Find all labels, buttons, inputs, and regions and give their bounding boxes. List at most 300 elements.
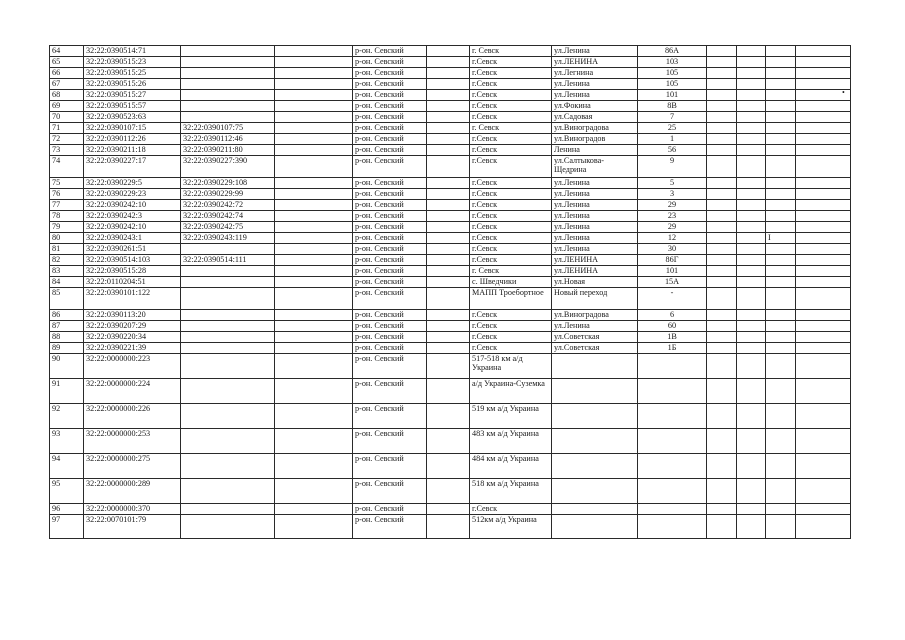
cell-house: 103 bbox=[638, 57, 707, 68]
cell-house: 8В bbox=[638, 101, 707, 112]
cell-empty bbox=[796, 310, 851, 321]
cell-empty bbox=[275, 515, 353, 539]
cell-empty bbox=[275, 79, 353, 90]
cell-empty bbox=[796, 189, 851, 200]
cell-empty bbox=[427, 211, 470, 222]
cell-extra bbox=[766, 145, 796, 156]
cell-cad1: 32:22:0390227:17 bbox=[84, 156, 181, 178]
cell-empty bbox=[275, 200, 353, 211]
cell-empty bbox=[427, 277, 470, 288]
cell-empty bbox=[796, 479, 851, 504]
cell-empty bbox=[427, 266, 470, 277]
cell-empty bbox=[707, 178, 737, 189]
cell-area: р-он. Севский bbox=[353, 145, 427, 156]
cell-cad2: 32:22:0390514:111 bbox=[181, 255, 275, 266]
cell-cad2 bbox=[181, 46, 275, 57]
cell-city: г.Севск bbox=[470, 343, 552, 354]
cell-empty bbox=[427, 379, 470, 404]
cell-extra: I bbox=[766, 233, 796, 244]
cell-empty bbox=[707, 404, 737, 429]
cell-street: ул.Легнина bbox=[552, 68, 638, 79]
cell-empty bbox=[707, 79, 737, 90]
cell-street bbox=[552, 354, 638, 379]
cell-cad1: 32:22:0390515:28 bbox=[84, 266, 181, 277]
cell-empty bbox=[707, 266, 737, 277]
cell-street: ул.Ленина bbox=[552, 46, 638, 57]
cell-city: 518 км а/д Украина bbox=[470, 479, 552, 504]
cell-empty bbox=[707, 429, 737, 454]
cell-empty bbox=[275, 343, 353, 354]
cell-empty bbox=[275, 233, 353, 244]
cell-empty bbox=[275, 454, 353, 479]
cell-empty bbox=[707, 200, 737, 211]
cell-cad2 bbox=[181, 515, 275, 539]
cell-empty bbox=[275, 404, 353, 429]
cell-empty bbox=[427, 222, 470, 233]
table-row bbox=[50, 321, 851, 332]
cell-empty bbox=[737, 255, 766, 266]
cell-empty bbox=[707, 244, 737, 255]
cell-empty bbox=[427, 200, 470, 211]
cell-empty bbox=[737, 134, 766, 145]
cell-area: р-он. Севский bbox=[353, 343, 427, 354]
cell-empty bbox=[275, 429, 353, 454]
cell-area: р-он. Севский bbox=[353, 429, 427, 454]
cell-cad2 bbox=[181, 112, 275, 123]
cell-cad2: 32:22:0390243:119 bbox=[181, 233, 275, 244]
cell-area: р-он. Севский bbox=[353, 288, 427, 310]
cell-empty bbox=[275, 354, 353, 379]
cell-cad2 bbox=[181, 332, 275, 343]
cell-empty bbox=[796, 354, 851, 379]
cell-empty bbox=[737, 46, 766, 57]
cell-empty bbox=[796, 57, 851, 68]
cell-empty bbox=[796, 178, 851, 189]
cell-extra bbox=[766, 454, 796, 479]
cell-cad1: 32:22:0390101:122 bbox=[84, 288, 181, 310]
cell-city: а/д Украина-Суземка bbox=[470, 379, 552, 404]
cell-empty bbox=[707, 343, 737, 354]
cell-empty bbox=[796, 123, 851, 134]
cell-empty bbox=[796, 504, 851, 515]
cell-area: р-он. Севский bbox=[353, 277, 427, 288]
cell-empty bbox=[707, 123, 737, 134]
cell-cad1: 32:22:0000000:224 bbox=[84, 379, 181, 404]
cell-cad1: 32:22:0390229:5 bbox=[84, 178, 181, 189]
cell-city: г.Севск bbox=[470, 321, 552, 332]
cell-house: 5 bbox=[638, 178, 707, 189]
cell-empty bbox=[707, 211, 737, 222]
cell-street: ул.Виноградов bbox=[552, 134, 638, 145]
cell-num: 68 bbox=[50, 90, 84, 101]
cell-area: р-он. Севский bbox=[353, 112, 427, 123]
cell-house: 1Б bbox=[638, 343, 707, 354]
cell-cad1: 32:22:0390113:20 bbox=[84, 310, 181, 321]
table-row bbox=[50, 277, 851, 288]
cell-empty bbox=[707, 310, 737, 321]
cell-num: 74 bbox=[50, 156, 84, 178]
cell-empty bbox=[737, 321, 766, 332]
table-row bbox=[50, 354, 851, 379]
cell-num: 73 bbox=[50, 145, 84, 156]
cell-empty bbox=[275, 244, 353, 255]
table-row bbox=[50, 156, 851, 178]
cell-empty bbox=[275, 46, 353, 57]
cell-empty bbox=[737, 332, 766, 343]
table-row bbox=[50, 288, 851, 310]
cell-empty bbox=[707, 222, 737, 233]
cell-num: 94 bbox=[50, 454, 84, 479]
cell-num: 90 bbox=[50, 354, 84, 379]
cell-extra bbox=[766, 266, 796, 277]
cell-city: г.Севск bbox=[470, 112, 552, 123]
cell-house: 23 bbox=[638, 211, 707, 222]
cell-cad1: 32:22:0390515:26 bbox=[84, 79, 181, 90]
cell-street: ул.Советская bbox=[552, 332, 638, 343]
cell-house: 3 bbox=[638, 189, 707, 200]
table-row bbox=[50, 454, 851, 479]
cell-empty bbox=[275, 134, 353, 145]
cell-num: 96 bbox=[50, 504, 84, 515]
cell-empty bbox=[275, 189, 353, 200]
cell-street: ул.Ленина bbox=[552, 79, 638, 90]
cell-empty bbox=[707, 504, 737, 515]
cell-empty bbox=[427, 343, 470, 354]
cell-empty bbox=[737, 222, 766, 233]
cell-area: р-он. Севский bbox=[353, 515, 427, 539]
cell-empty bbox=[737, 479, 766, 504]
cell-empty bbox=[796, 332, 851, 343]
cell-empty bbox=[707, 134, 737, 145]
cell-city: г.Севск bbox=[470, 310, 552, 321]
cell-city: 517-518 км а/д Украина bbox=[470, 354, 552, 379]
cell-street: ул.Садовая bbox=[552, 112, 638, 123]
cell-empty bbox=[737, 288, 766, 310]
cell-area: р-он. Севский bbox=[353, 222, 427, 233]
cell-cad2 bbox=[181, 277, 275, 288]
cell-empty bbox=[796, 379, 851, 404]
cell-cad2: 32:22:0390112:46 bbox=[181, 134, 275, 145]
cell-city: г.Севск bbox=[470, 200, 552, 211]
cell-area: р-он. Севский bbox=[353, 189, 427, 200]
cell-cad1: 32:22:0390515:57 bbox=[84, 101, 181, 112]
cell-empty bbox=[275, 310, 353, 321]
cell-cad2 bbox=[181, 343, 275, 354]
cell-empty bbox=[427, 156, 470, 178]
cell-empty bbox=[737, 233, 766, 244]
cell-extra bbox=[766, 429, 796, 454]
cell-empty bbox=[796, 429, 851, 454]
cell-empty bbox=[275, 321, 353, 332]
cell-empty bbox=[427, 101, 470, 112]
cell-house: 15А bbox=[638, 277, 707, 288]
cell-area: р-он. Севский bbox=[353, 156, 427, 178]
cell-area: р-он. Севский bbox=[353, 379, 427, 404]
cell-empty bbox=[737, 101, 766, 112]
cell-empty bbox=[707, 277, 737, 288]
cell-empty bbox=[427, 321, 470, 332]
cell-cad1: 32:22:0000000:253 bbox=[84, 429, 181, 454]
table-row bbox=[50, 379, 851, 404]
cell-extra bbox=[766, 310, 796, 321]
cell-empty bbox=[737, 429, 766, 454]
cell-street: ул.Новая bbox=[552, 277, 638, 288]
cell-area: р-он. Севский bbox=[353, 354, 427, 379]
cell-empty bbox=[737, 266, 766, 277]
cell-city: 483 км а/д Украина bbox=[470, 429, 552, 454]
stray-mark: • bbox=[842, 88, 845, 97]
table-row bbox=[50, 504, 851, 515]
cell-extra bbox=[766, 101, 796, 112]
cell-city: г.Севск bbox=[470, 156, 552, 178]
table-row bbox=[50, 343, 851, 354]
cell-cad1: 32:22:0390243:1 bbox=[84, 233, 181, 244]
cell-empty bbox=[427, 479, 470, 504]
table-row bbox=[50, 310, 851, 321]
cell-empty bbox=[707, 68, 737, 79]
cell-city: г.Севск bbox=[470, 134, 552, 145]
cell-extra bbox=[766, 90, 796, 101]
cell-street bbox=[552, 379, 638, 404]
cell-city: г.Севск bbox=[470, 79, 552, 90]
table-row bbox=[50, 211, 851, 222]
table-row bbox=[50, 332, 851, 343]
cell-city: г.Севск bbox=[470, 68, 552, 79]
cell-cad1: 32:22:0000000:370 bbox=[84, 504, 181, 515]
cell-num: 97 bbox=[50, 515, 84, 539]
cell-empty bbox=[427, 68, 470, 79]
table-row bbox=[50, 112, 851, 123]
cell-area: р-он. Севский bbox=[353, 211, 427, 222]
cell-area: р-он. Севский bbox=[353, 404, 427, 429]
cell-num: 80 bbox=[50, 233, 84, 244]
cell-house: 29 bbox=[638, 200, 707, 211]
cell-house: 60 bbox=[638, 321, 707, 332]
cell-house: 56 bbox=[638, 145, 707, 156]
cell-cad2 bbox=[181, 454, 275, 479]
cell-extra bbox=[766, 332, 796, 343]
cell-empty bbox=[707, 479, 737, 504]
cell-empty bbox=[796, 321, 851, 332]
cell-street: ул.Советская bbox=[552, 343, 638, 354]
cell-city: г.Севск bbox=[470, 145, 552, 156]
cell-empty bbox=[427, 454, 470, 479]
cell-empty bbox=[427, 57, 470, 68]
cell-extra bbox=[766, 321, 796, 332]
cell-extra bbox=[766, 354, 796, 379]
cell-city: г.Севск bbox=[470, 233, 552, 244]
cell-cad2 bbox=[181, 310, 275, 321]
cell-area: р-он. Севский bbox=[353, 46, 427, 57]
cell-cad2: 32:22:0390211:80 bbox=[181, 145, 275, 156]
cell-cad1: 32:22:0390242:3 bbox=[84, 211, 181, 222]
cell-area: р-он. Севский bbox=[353, 90, 427, 101]
cell-empty bbox=[707, 46, 737, 57]
cell-area: р-он. Севский bbox=[353, 504, 427, 515]
cell-cad1: 32:22:0390229:23 bbox=[84, 189, 181, 200]
cell-empty bbox=[796, 156, 851, 178]
cell-empty bbox=[796, 244, 851, 255]
table-row bbox=[50, 266, 851, 277]
cell-cad2: 32:22:0390229:108 bbox=[181, 178, 275, 189]
cell-cad2 bbox=[181, 379, 275, 404]
cell-num: 72 bbox=[50, 134, 84, 145]
cell-cad1: 32:22:0390221:39 bbox=[84, 343, 181, 354]
cell-street: ул.Ленина bbox=[552, 233, 638, 244]
cell-empty bbox=[737, 156, 766, 178]
cell-street: ул.Ленина bbox=[552, 200, 638, 211]
cell-empty bbox=[275, 504, 353, 515]
cell-extra bbox=[766, 79, 796, 90]
cell-extra bbox=[766, 46, 796, 57]
cell-city: МАПП Троебортное bbox=[470, 288, 552, 310]
cell-house: 105 bbox=[638, 79, 707, 90]
cell-street: ул.Ленина bbox=[552, 211, 638, 222]
cell-empty bbox=[796, 454, 851, 479]
cell-empty bbox=[275, 112, 353, 123]
cell-cad1: 32:22:0070101:79 bbox=[84, 515, 181, 539]
cell-cad2 bbox=[181, 429, 275, 454]
cell-cad1: 32:22:0110204:51 bbox=[84, 277, 181, 288]
cell-empty bbox=[737, 211, 766, 222]
cell-cad2 bbox=[181, 354, 275, 379]
cell-num: 64 bbox=[50, 46, 84, 57]
cell-num: 71 bbox=[50, 123, 84, 134]
cell-cad2: 32:22:0390229:99 bbox=[181, 189, 275, 200]
cell-area: р-он. Севский bbox=[353, 332, 427, 343]
cell-area: р-он. Севский bbox=[353, 479, 427, 504]
cell-cad1: 32:22:0390242:10 bbox=[84, 200, 181, 211]
cell-house: 1 bbox=[638, 134, 707, 145]
cell-empty bbox=[796, 222, 851, 233]
cell-empty bbox=[427, 404, 470, 429]
cell-city: г.Севск bbox=[470, 178, 552, 189]
cell-house bbox=[638, 454, 707, 479]
cell-house: 25 bbox=[638, 123, 707, 134]
cell-empty bbox=[707, 145, 737, 156]
cell-extra bbox=[766, 343, 796, 354]
cell-empty bbox=[427, 233, 470, 244]
cell-empty bbox=[427, 112, 470, 123]
cell-empty bbox=[737, 178, 766, 189]
cell-empty bbox=[737, 244, 766, 255]
table-row bbox=[50, 57, 851, 68]
cell-street: ул.Фокина bbox=[552, 101, 638, 112]
cell-cad1: 32:22:0390523:63 bbox=[84, 112, 181, 123]
cell-empty bbox=[737, 112, 766, 123]
cell-extra bbox=[766, 277, 796, 288]
cell-empty bbox=[737, 277, 766, 288]
cell-area: р-он. Севский bbox=[353, 178, 427, 189]
cell-empty bbox=[275, 90, 353, 101]
cell-city: г.Севск bbox=[470, 101, 552, 112]
cell-cad1: 32:22:0390220:34 bbox=[84, 332, 181, 343]
cell-extra bbox=[766, 200, 796, 211]
table-row bbox=[50, 200, 851, 211]
cell-empty bbox=[275, 222, 353, 233]
cell-empty bbox=[427, 310, 470, 321]
cell-house: 101 bbox=[638, 266, 707, 277]
cell-city: г.Севск bbox=[470, 90, 552, 101]
cell-city: г. Севск bbox=[470, 266, 552, 277]
cell-house bbox=[638, 379, 707, 404]
cell-street bbox=[552, 515, 638, 539]
cell-empty bbox=[737, 354, 766, 379]
cell-empty bbox=[427, 515, 470, 539]
cell-empty bbox=[427, 46, 470, 57]
cell-empty bbox=[796, 233, 851, 244]
cell-house: 12 bbox=[638, 233, 707, 244]
cell-empty bbox=[796, 145, 851, 156]
cell-street bbox=[552, 504, 638, 515]
cell-cad2: 32:22:0390242:72 bbox=[181, 200, 275, 211]
cell-city: г.Севск bbox=[470, 332, 552, 343]
cell-cad2: 32:22:0390107:75 bbox=[181, 123, 275, 134]
cell-cad1: 32:22:0390242:10 bbox=[84, 222, 181, 233]
cell-cad2 bbox=[181, 288, 275, 310]
cell-empty bbox=[275, 145, 353, 156]
cell-empty bbox=[275, 479, 353, 504]
cell-empty bbox=[275, 68, 353, 79]
cell-house bbox=[638, 479, 707, 504]
cell-empty bbox=[796, 112, 851, 123]
cell-empty bbox=[427, 189, 470, 200]
cell-empty bbox=[737, 343, 766, 354]
cell-empty bbox=[427, 90, 470, 101]
cell-empty bbox=[737, 57, 766, 68]
table-row bbox=[50, 101, 851, 112]
cell-num: 85 bbox=[50, 288, 84, 310]
cell-empty bbox=[796, 266, 851, 277]
cell-house: 1В bbox=[638, 332, 707, 343]
cell-cad2: 32:22:0390242:74 bbox=[181, 211, 275, 222]
cell-cad1: 32:22:0390107:15 bbox=[84, 123, 181, 134]
cell-num: 77 bbox=[50, 200, 84, 211]
cell-empty bbox=[737, 379, 766, 404]
cell-num: 70 bbox=[50, 112, 84, 123]
table-row bbox=[50, 244, 851, 255]
cell-street: ул.Салтыкова-Щедрина bbox=[552, 156, 638, 178]
cell-cad2 bbox=[181, 504, 275, 515]
cell-empty bbox=[427, 255, 470, 266]
cell-cad1: 32:22:0390207:29 bbox=[84, 321, 181, 332]
table-row bbox=[50, 479, 851, 504]
cell-empty bbox=[275, 266, 353, 277]
cell-empty bbox=[707, 379, 737, 404]
cell-city: г.Севск bbox=[470, 189, 552, 200]
cell-street: ул.Ленина bbox=[552, 244, 638, 255]
cell-extra bbox=[766, 211, 796, 222]
cell-empty bbox=[707, 515, 737, 539]
cell-cad1: 32:22:0000000:289 bbox=[84, 479, 181, 504]
cell-empty bbox=[707, 101, 737, 112]
cell-extra bbox=[766, 156, 796, 178]
cell-cad1: 32:22:0390112:26 bbox=[84, 134, 181, 145]
cell-empty bbox=[737, 68, 766, 79]
cell-empty bbox=[427, 504, 470, 515]
cell-empty bbox=[737, 145, 766, 156]
cell-area: р-он. Севский bbox=[353, 233, 427, 244]
cell-empty bbox=[275, 255, 353, 266]
cell-cad2 bbox=[181, 57, 275, 68]
cell-cad2 bbox=[181, 321, 275, 332]
table-row bbox=[50, 255, 851, 266]
cell-street: Новый переход bbox=[552, 288, 638, 310]
cell-empty bbox=[275, 123, 353, 134]
cell-empty bbox=[427, 288, 470, 310]
table-row bbox=[50, 233, 851, 244]
cell-street: ул.ЛЕНИНА bbox=[552, 57, 638, 68]
